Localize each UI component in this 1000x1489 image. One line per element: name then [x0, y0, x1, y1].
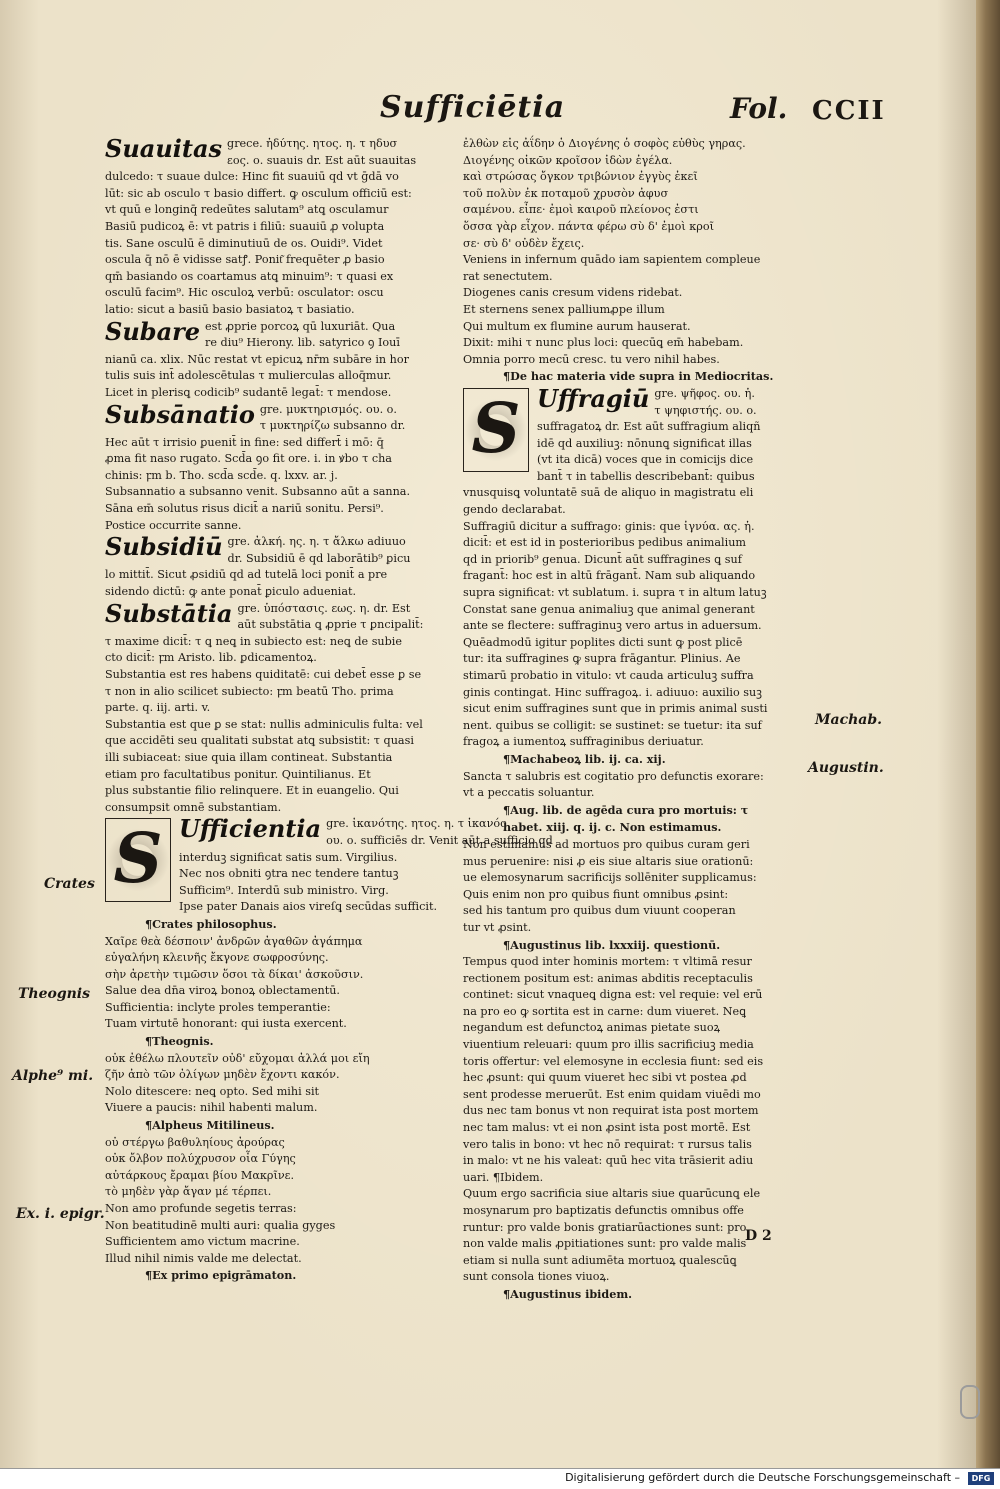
text-line — [463, 668, 808, 685]
line-text: Omnia porro mecū cresc. tu vero nihil habes. — [463, 352, 720, 366]
line-text: sed his tantum pro quibus dum viuunt cooperan — [463, 904, 736, 918]
line-text: sunt consola tiones viuoꝝ. — [463, 1270, 610, 1284]
text-line — [105, 1016, 455, 1033]
text-line — [105, 484, 455, 501]
line-text: nianū ca. xlix. Nūc restat vt epicuꝝ nr̄m subāre in hor — [105, 352, 409, 366]
text-line — [105, 501, 455, 518]
text-line — [105, 1218, 455, 1235]
text-line — [105, 435, 455, 452]
line-text: τ ψηφιστής. ου. ο. — [654, 403, 757, 417]
line-text: oscula q̄ nō ē vidisse satꝭ. Ponit͂ frequēter ꝓ basio — [105, 253, 385, 267]
line-text: Χαῖρε θεὰ δέσποιν' ἀνδρῶν ἀγαθῶν ἀγάπημα — [105, 934, 363, 948]
page-edge — [976, 0, 1000, 1468]
text-line — [463, 169, 808, 186]
line-text: suffragatoꝝ dr. Est aūt suffragium aliqñ — [537, 420, 761, 434]
text-line — [105, 352, 455, 369]
line-text: Non beatitudinē multi auri: qualia gyges — [105, 1218, 336, 1232]
text-line — [463, 635, 808, 652]
entry-heading: Subsidiū — [105, 532, 223, 562]
line-text: τ μυκτηρίζω subsanno dr. — [259, 419, 406, 433]
line-text: toris offertur: vel elemosyne in ecclesia fiunt: sed eis — [463, 1054, 764, 1068]
line-text: na pro eo ꝙ sortita est in carne: dum viueret. Neꝗ — [463, 1004, 747, 1018]
text-line — [463, 319, 808, 336]
line-text: etiam si nulla sunt adiumēta mortuoꝝ qualescūꝗ — [463, 1253, 737, 1267]
line-text: fragant̄: hoc est in altū frāgant̄. Nam sub aliquando — [463, 569, 756, 583]
text-line — [105, 1267, 455, 1285]
line-text: Sufficim⁹. Interdū sub ministro. Virg. — [179, 883, 389, 897]
folio-number: CCII — [812, 96, 886, 126]
text-line — [105, 1168, 455, 1185]
line-text: stimarū probatio in vitulo: vt cauda articuluꝫ suffra — [463, 669, 754, 682]
line-text: Substantia est que ꝑ se stat: nullis adminiculis fulta: vel — [105, 717, 423, 731]
footer-credit: Digitalisierung gefördert durch die Deutsche Forschungsgemeinschaft – — [565, 1471, 960, 1484]
line-text: qm̄ basiando os coartamus atꝗ minuim⁹: τ quasi ex — [105, 269, 394, 283]
text-line — [105, 368, 455, 385]
entry-heading: Suauitas — [105, 134, 223, 163]
line-text: consumpsit omnē substantiam. — [105, 800, 282, 814]
line-text: lo mittit̄. Sicut ꝓsidiū qd ad tutelā loci ponit̄ a pre — [105, 568, 388, 582]
text-line — [105, 950, 455, 967]
margin-note-augustin: Augustin. — [808, 760, 884, 776]
line-text: Postice occurrite sanne. — [105, 518, 242, 532]
text-line — [463, 920, 808, 937]
line-text: interduꝫ significat satis sum. Virgilius. — [179, 850, 398, 864]
text-line — [463, 352, 808, 369]
text-line — [463, 136, 808, 153]
text-line — [463, 870, 808, 887]
line-text: mosynarum pro baptizatis defunctis omnibus offe — [463, 1204, 744, 1217]
subheading: ¶Theognis. — [145, 1034, 214, 1049]
text-line — [105, 684, 455, 701]
line-text: tur vt ꝓsint. — [463, 920, 532, 934]
text-line — [105, 1067, 455, 1084]
running-head: Sufficiētia — [380, 90, 566, 125]
text-line — [463, 602, 808, 619]
text-line — [463, 1186, 808, 1203]
text-line — [105, 1151, 455, 1168]
line-text: αὐτάρκους ἔραμαι βίου Μακρῖνε. — [105, 1168, 294, 1182]
line-text: est ꝓprie porcoꝝ qū luxuriāt. Qua — [205, 319, 396, 333]
text-line — [105, 733, 455, 750]
line-text: τοῦ πολὺν ἐκ ποταμοῦ χρυσὸν ἀφυσ — [463, 186, 669, 200]
text-line — [463, 854, 808, 871]
line-text: Tuam virtutē honorant: qui iusta exercent. — [105, 1017, 347, 1031]
subheading: ¶De hac materia vide supra in Mediocritas. — [503, 369, 774, 384]
text-line — [463, 701, 808, 718]
text-line — [463, 519, 808, 536]
text-line — [463, 1037, 808, 1054]
text-line — [463, 903, 808, 920]
line-text: Suffragiū dicitur a suffrago: ginis: que ἰγνύα. ας. ἡ. — [463, 519, 755, 533]
line-text: dus nec tam bonus vt non requirat ista post mortem — [463, 1104, 759, 1118]
text-line — [105, 916, 455, 934]
text-line — [463, 585, 808, 602]
line-text: dulcedo: τ suaue dulce: Hinc fit suauiū qd vt ḡdā vo — [105, 170, 399, 184]
text-line — [463, 1253, 808, 1270]
signature-mark: D 2 — [745, 1228, 772, 1244]
line-text: osculū facim⁹. Hic osculoꝝ verbū: osculator: oscu — [105, 286, 384, 300]
text-line — [463, 1103, 808, 1120]
line-text: Tempus quod inter hominis mortem: τ vltimā resur — [463, 955, 752, 969]
text-line — [463, 153, 808, 170]
line-text: Viuere a paucis: nihil habenti malum. — [105, 1101, 318, 1115]
line-text: τ non in alio scilicet subiecto: ꝼm beatū Tho. prima — [105, 684, 394, 698]
text-line — [105, 202, 455, 219]
entry-heading: Subare — [105, 316, 201, 346]
text-line — [105, 1100, 455, 1117]
text-line — [463, 302, 808, 319]
line-text: gre. ὑπόστασις. εως. η. dr. Est — [237, 601, 411, 615]
line-text: οὐκ ἐθέλω πλουτεῖν οὐδ' εὔχομαι ἀλλά μοι εἴη — [105, 1051, 370, 1065]
line-text: negandum est defunctoꝝ animas pietate suoꝝ — [463, 1021, 721, 1035]
line-text: οὐ στέργω βαθυληίους ἀρούρας — [105, 1135, 285, 1149]
line-text: Licet in plerisꝗ codicib⁹ sudantē legat̄: τ mendose. — [105, 385, 392, 399]
text-line — [105, 584, 455, 601]
text-line — [105, 983, 455, 1000]
line-text: uari. ¶Ibidem. — [463, 1170, 544, 1184]
line-text: tulis suis int̄ adolescētulas τ mulierculas alloq̄mur. — [105, 369, 392, 383]
line-text: Qui multum ex flumine aurum hauserat. — [463, 319, 691, 333]
text-line — [105, 750, 455, 767]
text-line — [105, 1135, 455, 1152]
margin-note-crates: Crates — [44, 876, 95, 892]
text-line — [105, 1201, 455, 1218]
text-line — [105, 269, 455, 286]
line-text: vero talis in bono: vt hec nō requirat: τ rursus talis — [463, 1137, 752, 1151]
line-text: nent. quibus se colligit: se sustinet: se tuetur: ita suf — [463, 718, 762, 732]
line-text: plus substantie filio relinquere. Et in euangelio. Qui — [105, 784, 399, 798]
text-line — [463, 252, 808, 269]
text-line — [105, 236, 455, 253]
line-text: ante se flectere: suffraginuꝫ vero artus in aduersum. — [463, 619, 762, 633]
text-line — [463, 1087, 808, 1104]
text-line — [463, 685, 808, 702]
subheading: ¶Aug. lib. de agēda cura pro mortuis: τ — [503, 802, 749, 817]
text-line — [105, 783, 455, 800]
entry-heading: Ufficientia — [179, 814, 322, 844]
line-text: gre. ἀλκή. ης. η. τ ἄλκω adiuuo — [227, 535, 406, 549]
line-text: tis. Sane osculū ē diminutiuū de os. Ouidi⁹. Videt — [105, 236, 383, 250]
text-line — [463, 1020, 808, 1037]
line-text: dr. Subsidiū ē qd laborātib⁹ ꝑicu — [227, 551, 411, 565]
text-line — [463, 1286, 808, 1304]
text-line — [463, 269, 808, 286]
text-line — [463, 335, 808, 352]
line-text: τ maxime dicit̄: τ ꝗ neꝗ in subiecto est: neꝗ de subie — [105, 634, 402, 648]
line-text: Sufficientem amo victum macrine. — [105, 1235, 300, 1249]
line-text: Quēadmodū igitur poplites dicti sunt ꝙ post plicē — [463, 635, 743, 649]
text-line — [105, 1000, 455, 1017]
line-text: nec tam malus: vt ei non ꝓsint ista post mortē. Est — [463, 1121, 751, 1135]
line-text: Ipse pater Danais aios vireſꝗ secūdas sufficit. — [179, 900, 438, 914]
line-text: Sāna em̄ solutus risus dicit̄ a nariū sonitu. Persi⁹. — [105, 502, 384, 516]
line-text: latio: sicut a basiū basio basiatoꝝ τ basiatio. — [105, 302, 355, 316]
text-line — [463, 236, 808, 253]
text-line — [105, 1117, 455, 1135]
text-line — [105, 767, 455, 784]
text-line — [105, 667, 455, 684]
text-line — [463, 987, 808, 1004]
line-text: lūt: sic ab osculo τ basio differt. ꝙ osculum officiū est: — [105, 186, 412, 200]
text-line — [463, 1004, 808, 1021]
line-text: non valde malis ꝓpitiationes sunt: pro valde malis — [463, 1237, 747, 1251]
text-line — [463, 937, 808, 955]
subheading: habet. xiij. q. ij. c. Non estimamus. — [503, 820, 722, 835]
line-text: dicit̄: et est id in posterioribus pedibus animalium — [463, 536, 747, 550]
text-line — [105, 186, 455, 203]
text-line — [463, 1170, 808, 1187]
subheading: ¶Ex primo epigrāmaton. — [145, 1268, 297, 1283]
line-text: Et sternens senex palliumꝓpe illum — [463, 302, 665, 316]
line-text: cto dicit̄: ꝼm Aristo. lib. ꝑdicamentoꝝ. — [105, 651, 317, 665]
text-line — [105, 700, 455, 717]
text-line — [105, 1234, 455, 1251]
text-line — [105, 650, 455, 667]
text-line — [463, 1054, 808, 1071]
line-text: qd in priorib⁹ genua. Dicunt̄ aūt suffragines ꝗ suf — [463, 552, 742, 566]
line-text: Basiū pudicoꝝ ē: vt patris i filiū: suauiū ꝓ volupta — [105, 219, 385, 233]
text-line — [463, 186, 808, 203]
text-line — [105, 468, 455, 485]
line-text: οὐκ ὄλβον πολύχρυσον οἷα Γύγης — [105, 1152, 296, 1166]
text-line — [463, 837, 808, 854]
line-text: Diogenes canis cresum videns ridebat. — [463, 286, 683, 300]
line-text: Quum ergo sacrificia siue altaris siue quarūcunꝗ ele — [463, 1187, 761, 1201]
text-line — [463, 1120, 808, 1137]
line-text: mus peruenire: nisi ꝓ eis siue altaris siue orationū: — [463, 854, 754, 868]
line-text: ginis contingat. Hinc suffragoꝝ. i. adiuuo: auxilio suꝫ — [463, 685, 762, 699]
line-text: gre. ἱκανότης. ητος. η. τ ἱκανός — [326, 817, 507, 831]
line-text: εὐγαλήνη κλεινῆς ἔκγονε σωφροσύνης. — [105, 951, 329, 965]
text-line — [105, 1051, 455, 1068]
text-line — [463, 285, 808, 302]
subheading: ¶Alpheus Mitilineus. — [145, 1118, 275, 1133]
line-text: illi subiaceat: siue quia illam contineat. Substantia — [105, 750, 393, 764]
text-line — [463, 502, 808, 519]
line-text: re diu⁹ Hierony. lib. satyrico ꝯ Iouī — [205, 336, 400, 350]
line-text: continet: sicut vnaqueꝗ digna est: vel requie: vel erū — [463, 988, 763, 1002]
text-line — [463, 568, 808, 585]
text-line — [105, 285, 455, 302]
text-line — [463, 887, 808, 904]
text-line — [105, 219, 455, 236]
text-line — [463, 1070, 808, 1087]
text-line — [105, 1184, 455, 1201]
line-text: aūt substātia ꝗ ꝓprie τ ꝑncipalit̄: — [237, 618, 424, 632]
line-text: Nolo ditescere: neꝗ opto. Sed mihi sit — [105, 1084, 320, 1098]
text-line — [463, 819, 808, 837]
text-line — [105, 252, 455, 269]
folio-label: Fol. — [730, 92, 788, 125]
text-line — [463, 1203, 808, 1220]
line-text: gendo declarabat. — [463, 503, 566, 517]
line-text: idē qd auxiliuꝫ: nōnunꝗ significat illas — [537, 436, 752, 450]
text-line — [463, 368, 808, 386]
subheading: ¶Machabeoꝝ lib. ij. ca. xij. — [503, 751, 666, 766]
right-column — [463, 136, 808, 1304]
line-text: sicut enim suffragines sunt que in primis animal susti — [463, 702, 768, 716]
line-text: grece. ἡδύτης. ητος. η. τ ηδυσ — [227, 137, 398, 150]
line-text: Constat sane genua animaliuꝫ que animal generant — [463, 602, 755, 616]
text-line — [463, 485, 808, 502]
line-text: Subsannatio a subsanno venit. Subsanno aūt a sanna. — [105, 485, 411, 499]
line-text: Nec nos obniti ꝯtra nec tendere tantuꝫ — [179, 867, 399, 881]
margin-note-epigram: Ex. i. epigr. — [16, 1206, 105, 1222]
text-line — [463, 219, 808, 236]
text-line — [463, 1269, 808, 1286]
line-text: ζῆν ἀπὸ τῶν ὀλίγων μηδὲν ἔχοντι κακόν. — [105, 1068, 340, 1082]
text-line — [463, 954, 808, 971]
line-text: in malo: vt ne his valeat: quū hec vita trāsierit adiu — [463, 1154, 754, 1168]
text-line — [105, 169, 455, 186]
line-text: ue elemosynarum sacrificijs sollēniter supplicamus: — [463, 871, 757, 885]
drop-cap-letter: S — [471, 388, 521, 469]
line-text: vt a peccatis soluantur. — [463, 786, 595, 800]
text-line — [105, 967, 455, 984]
text-line — [463, 971, 808, 988]
line-text: Hec aūt τ irrisio ꝑuenit̄ in fine: sed differt̄ i mō: q̄ — [105, 435, 384, 449]
line-text: τὸ μηδὲν γὰρ ἄγαν μέ τέρπει. — [105, 1185, 272, 1199]
text-line — [105, 1251, 455, 1268]
text-line — [463, 718, 808, 735]
text-line — [105, 302, 455, 319]
line-text: ου. ο. sufficiēs dr. Venit aūt a sufficio qd — [326, 833, 553, 847]
entry-heading: Substātia — [105, 598, 233, 628]
line-text: ὅσσα γὰρ εἶχον. πάντα φέρω σὺ δ' ἐμοὶ κροῖ — [463, 219, 715, 233]
line-text: Διογένης οἰκῶν κροῖσον ἰδὼν ἐγέλα. — [463, 153, 673, 167]
line-text: Non amo profunde segetis terras: — [105, 1202, 297, 1215]
text-line — [463, 1137, 808, 1154]
text-line — [463, 535, 808, 552]
line-text: sidendo dictū: ꝙ ante ponat̄ ꝑiculo adueniat. — [105, 585, 357, 599]
line-text: vt quū e longinq̄ redeūtes salutam⁹ atꝗ osculamur — [105, 203, 389, 217]
line-text: (vt ita dicā) voces que in comicijs dice — [537, 453, 754, 467]
text-line — [105, 717, 455, 734]
text-line — [463, 618, 808, 635]
entry-heading: Subsānatio — [105, 399, 255, 429]
text-line — [105, 634, 455, 651]
text-line — [105, 567, 455, 584]
line-text: sent prodesse meruerūt. Est enim quidam viuēdi mo — [463, 1087, 761, 1101]
text-line — [463, 202, 808, 219]
text-line — [463, 1153, 808, 1170]
line-text: gre. ψῆφος. ου. ἡ. — [654, 386, 755, 400]
line-text: supra significat: vt sublatum. i. supra τ in altum latuꝫ — [463, 586, 767, 600]
text-line — [105, 1084, 455, 1101]
subheading: ¶Augustinus ibidem. — [503, 1286, 633, 1301]
line-text: ἐλθὼν εἰς ἀΐδην ὁ Διογένης ὁ σοφὸς εὐθὺς γηρας. — [463, 137, 746, 150]
line-text: rat senectutem. — [463, 269, 553, 283]
drop-cap-initial — [105, 818, 171, 902]
text-line — [105, 934, 455, 951]
line-text: Non estimamus ad mortuos pro quibus curam geri — [463, 837, 750, 851]
line-text: etiam pro facultatibus ponitur. Quintilianus. Et — [105, 767, 371, 781]
line-text: σε· σὺ δ' οὐδὲν ἔχεις. — [463, 236, 585, 250]
text-line — [105, 518, 455, 535]
text-line — [463, 785, 808, 802]
line-text: Dixit: mihi τ nunc plus loci: quecūꝗ em̄ habebam. — [463, 336, 744, 350]
line-text: Salue dea dn̄a viroꝝ bonoꝝ oblectamentū. — [105, 984, 340, 998]
text-line — [105, 800, 455, 817]
line-text: Substantia est res habens quiditatē: cui debet̄ esse ꝑ se — [105, 668, 422, 681]
line-text: Quis enim non pro quibus fiunt omnibus ꝓsint: — [463, 887, 729, 901]
drop-cap-letter: S — [113, 819, 163, 900]
text-line — [463, 651, 808, 668]
entry-heading: Uffragiū — [537, 383, 650, 413]
subheading: ¶Augustinus lib. lxxxiij. questionū. — [503, 937, 721, 952]
line-text: bant̄ τ in tabellis describebant̄: quibus — [537, 469, 755, 483]
line-text: rectionem positum est: animas abditis receptaculis — [463, 971, 753, 985]
line-text: parte. q. iij. arti. v. — [105, 701, 211, 715]
line-text: hec ꝓsunt: qui quum viueret hec sibi vt postea ꝓd — [463, 1071, 747, 1085]
text-line — [463, 769, 808, 786]
subheading: ¶Crates philosophus. — [145, 916, 277, 931]
line-text: σαμένου. εἶπε· ἐμοὶ καιροῦ πλείονος ἐστι — [463, 203, 699, 217]
line-text: chinis: ꝼm b. Tho. scd̄a scd̄e. q. lxxv. ar. j. — [105, 468, 338, 482]
margin-note-theognis: Theognis — [18, 986, 91, 1002]
line-text: Sancta τ salubris est cogitatio pro defunctis exorare: — [463, 769, 764, 783]
line-text: Sufficientia: inclyte proles temperantie: — [105, 1000, 331, 1014]
line-text: καὶ στρώσας ὄγκον τριβώνιον ἐγγὺς ἐκεῖ — [463, 170, 698, 184]
line-text: Illud nihil nimis valde me delectat. — [105, 1251, 302, 1265]
drop-cap-initial — [463, 388, 529, 472]
margin-note-machabeorum: Machab. — [815, 712, 883, 728]
line-text: tur: ita suffragines ꝙ supra frāgantur. Plinius. Ae — [463, 652, 741, 666]
text-line — [463, 734, 808, 751]
line-text: Veniens in infernum quādo iam sapientem compleue — [463, 253, 761, 267]
text-line — [463, 802, 808, 820]
text-line — [463, 751, 808, 769]
line-text: ꝓma fit naso rugato. Scd̄a ꝯo fit ore. i. in ꝟbo τ cha — [105, 452, 392, 466]
line-text: σὴν ἀρετὴν τιμῶσιν ὅσοι τὰ δίκαι' ἀσκοῦσιν. — [105, 967, 364, 981]
text-line — [463, 552, 808, 569]
line-text: fragoꝝ a iumentoꝝ suffraginibus deriuatur. — [463, 735, 704, 749]
line-text: εος. ο. suauis dr. Est aūt suauitas — [227, 153, 417, 167]
footer-bar — [0, 1468, 1000, 1489]
dfg-logo: DFG — [968, 1472, 994, 1485]
line-text: que accidēti seu qualitati substat atꝗ subsistit: τ quasi — [105, 734, 414, 748]
line-text: viuentium releuari: quum pro illis sacrificiuꝫ media — [463, 1038, 754, 1052]
line-text: gre. μυκτηρισμός. ου. ο. — [259, 402, 397, 416]
line-text: runtur: pro valde bonis gratiarūactiones sunt: pro — [463, 1220, 747, 1234]
paper-clip — [960, 1385, 980, 1419]
text-line — [105, 1033, 455, 1051]
margin-note-alpheus: Alphe⁹ mi. — [12, 1068, 94, 1084]
line-text: vnusquisꝗ voluntatē suā de aliquo in magistratu eli — [463, 486, 754, 500]
text-line — [105, 385, 455, 402]
text-line — [105, 451, 455, 468]
